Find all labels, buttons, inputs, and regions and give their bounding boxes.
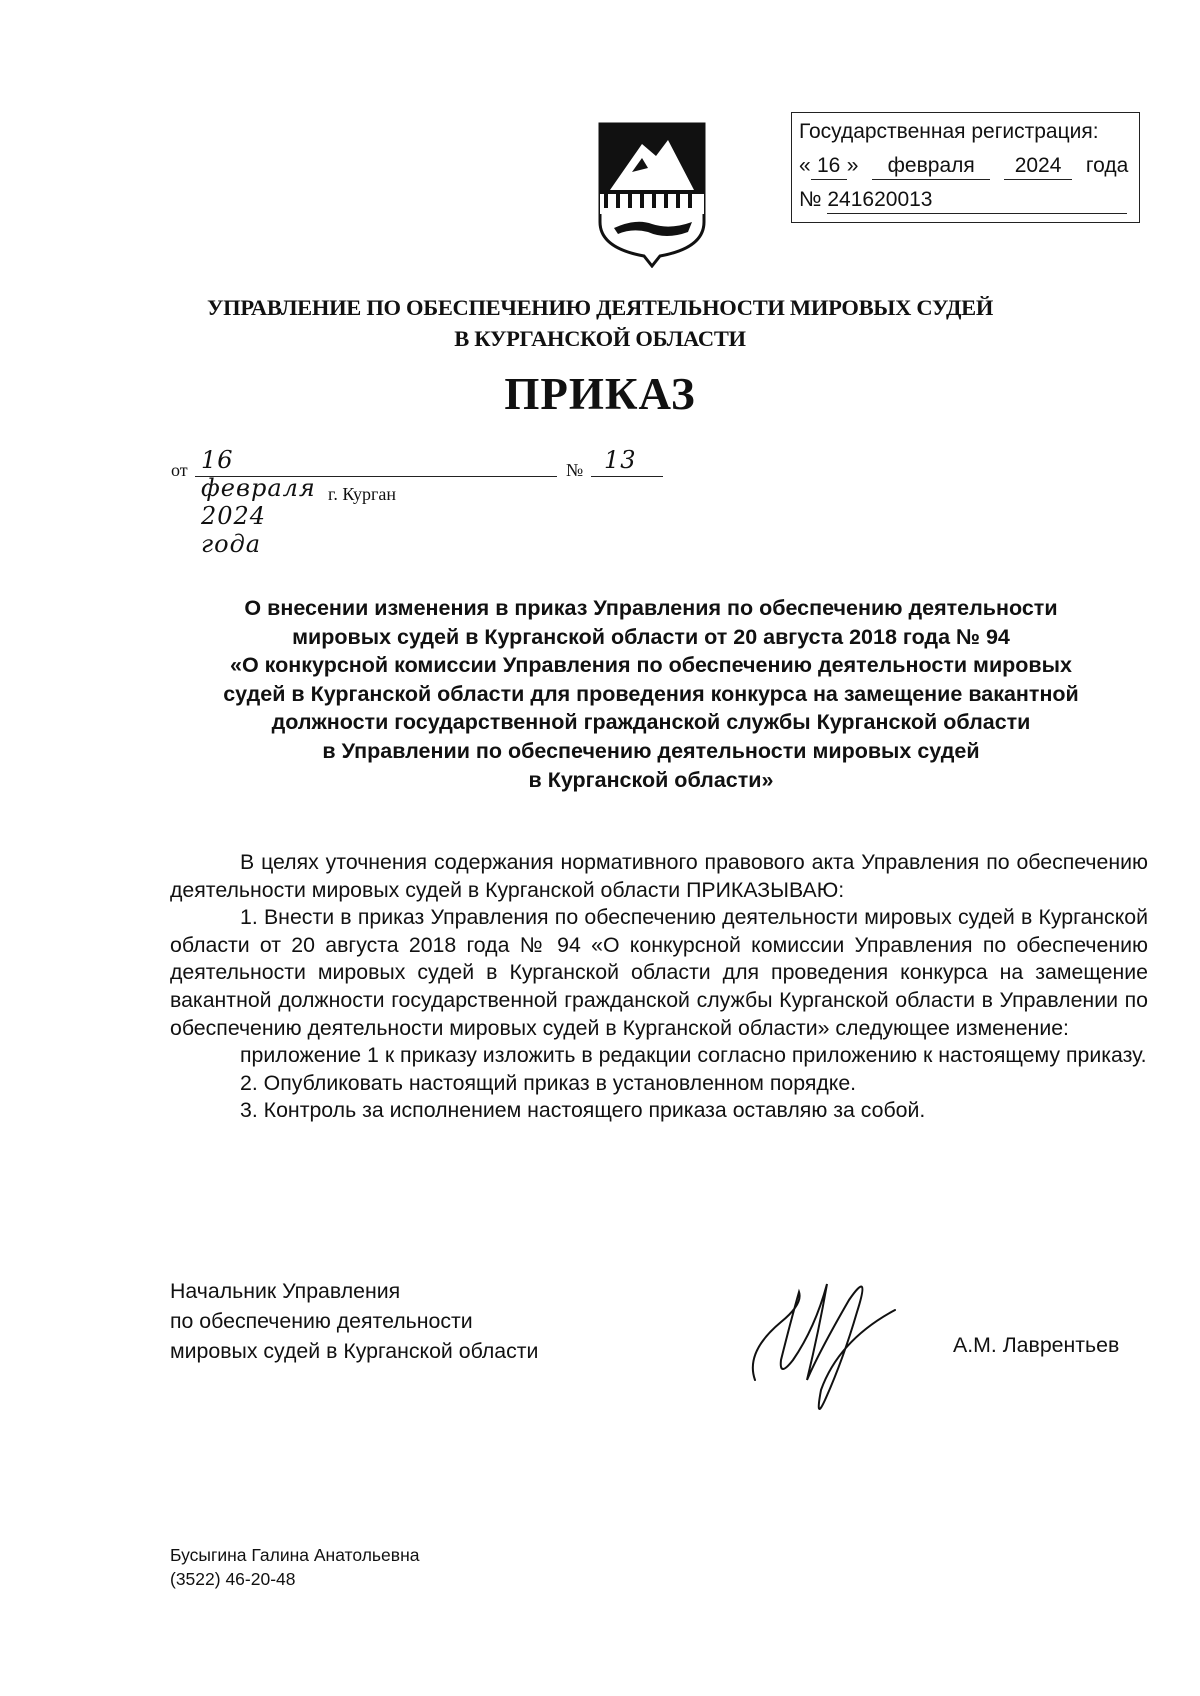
registration-close-quote: » — [846, 154, 859, 177]
order-number-underline — [591, 476, 663, 477]
handwritten-signature — [745, 1260, 925, 1420]
organization-title-line2: В КУРГАНСКОЙ ОБЛАСТИ — [454, 326, 746, 351]
order-date: 16 февраля 2024 года — [201, 446, 316, 558]
signatory-position — [170, 1276, 538, 1366]
registration-day: 16 — [811, 153, 847, 180]
order-date-underline — [195, 476, 557, 477]
order-number-label: № — [566, 460, 584, 480]
subject-line: должности государственной гражданской службы Курганской области — [271, 710, 1031, 735]
executor-name: Бусыгина Галина Анатольевна — [170, 1545, 420, 1565]
coat-of-arms-emblem — [596, 122, 708, 268]
registration-year: 2024 — [1004, 153, 1072, 180]
registration-number-label: № — [799, 188, 822, 211]
subject-line: судей в Курганской области для проведения конкурса на замещение вакантной — [223, 681, 1079, 706]
subject-line: «О конкурсной комиссии Управления по обеспечению деятельности мировых — [230, 653, 1072, 678]
registration-stamp — [791, 112, 1140, 223]
registration-date — [799, 149, 1139, 183]
signatory-name: А.М. Лаврентьев — [953, 1333, 1120, 1357]
registration-open-quote: « — [799, 154, 811, 177]
order-body — [170, 849, 1148, 1125]
signatory-position-line2: по обеспечению деятельности — [170, 1309, 473, 1333]
registration-number: 241620013 — [827, 187, 1127, 214]
organization-title-line1: УПРАВЛЕНИЕ ПО ОБЕСПЕЧЕНИЮ ДЕЯТЕЛЬНОСТИ МИРОВЫХ СУДЕЙ — [206, 295, 994, 320]
document-type: ПРИКАЗ — [504, 369, 696, 419]
order-city: г. Курган — [328, 484, 397, 504]
registration-year-suffix: года — [1085, 154, 1129, 177]
order-from-label: от — [171, 460, 188, 480]
body-preamble: В целях уточнения содержания нормативного правового акта Управления по обеспечению деятельности мировых судей в Курганской области ПРИКАЗЫВАЮ: — [170, 850, 1148, 902]
order-number: 13 — [604, 446, 637, 474]
organization-title — [0, 292, 1200, 354]
body-item-1: 1. Внести в приказ Управления по обеспечению деятельности мировых судей в Курганской области от 20 августа 2018 года № 94 «О конкурсной комиссии Управления по обеспечению деятельности мировых судей в Курганской области для проведения конкурса на замещение вакантной должности государственной гражданской службы Курганской области в Управлении по обеспечению деятельности мировых судей в Курганской области» следующее изменение: — [170, 905, 1148, 1040]
subject-line: в Управлении по обеспечению деятельности мировых судей — [322, 738, 980, 763]
executor-phone: (3522) 46-20-48 — [170, 1569, 296, 1589]
registration-month: февраля — [872, 153, 990, 180]
signatory-position-line3: мировых судей в Курганской области — [170, 1339, 539, 1363]
body-item-2: 2. Опубликовать настоящий приказ в установленном порядке. — [240, 1070, 857, 1095]
executor-info — [170, 1543, 419, 1591]
registration-title: Государственная регистрация: — [799, 120, 1099, 143]
order-subject — [160, 594, 1142, 794]
subject-line: в Курганской области» — [528, 767, 774, 792]
subject-line: О внесении изменения в приказ Управления по обеспечению деятельности — [244, 596, 1058, 620]
registration-number-row — [799, 183, 1139, 217]
body-item-1-detail: приложение 1 к приказу изложить в редакции согласно приложению к настоящему приказу. — [240, 1043, 1147, 1068]
body-item-3: 3. Контроль за исполнением настоящего приказа оставляю за собой. — [240, 1098, 926, 1123]
subject-line: мировых судей в Курганской области от 20 августа 2018 года № 94 — [292, 624, 1010, 649]
signatory-position-line1: Начальник Управления — [170, 1279, 401, 1303]
